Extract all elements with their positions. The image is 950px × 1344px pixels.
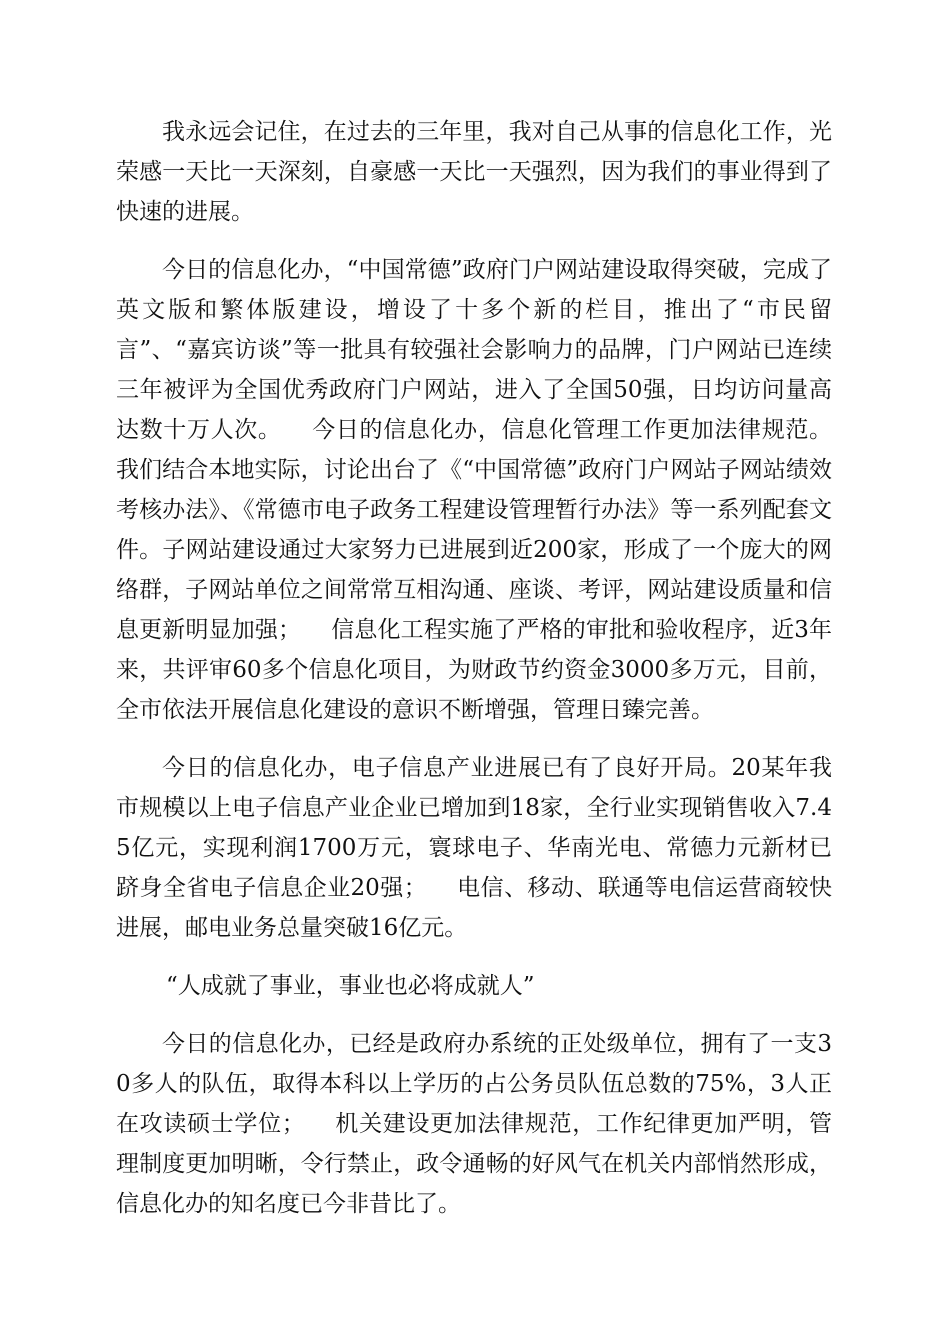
paragraph-text: 今日的信息化办，信息化管理工作更加法律规范。我们结合本地实际，讨论出台了《“中国常德”政府门户网站子网站绩效考核办法》、《常德市电子政务工程建设管理暂行办法》等一系列配套文件。子网站建设通过大家努力已进展到近200家，形成了一个庞大的网络群，子网站单位之间常常互相沟通、座谈、考评，网站建设质量和信息更新明显加强； [116,417,833,643]
paragraph [116,112,832,232]
paragraph-text: 今日的信息化办，已经是政府办系统的正处级单位，拥有了一支30多人的队伍，取得本科以上学历的占公务员队伍总数的75%，3人正在攻读硕士学位； [116,1031,832,1137]
paragraph [116,250,832,730]
paragraph-text: 我永远会记住，在过去的三年里，我对自己从事的信息化工作，光荣感一天比一天深刻，自豪感一天比一天强烈，因为我们的事业得到了快速的进展。 [116,119,832,225]
paragraph [116,748,832,948]
quote-text: “人成就了事业，事业也必将成就人” [166,973,535,999]
paragraph-text: 电信、移动、联通等电信运营商较快进展，邮电业务总量突破16亿元。 [116,875,832,941]
quote-line [116,966,832,1006]
document-body [116,112,832,1242]
paragraph-text: 机关建设更加法律规范，工作纪律更加严明，管理制度更加明晰，令行禁止，政令通畅的好风气在机关内部悄然形成，信息化办的知名度已今非昔比了。 [116,1111,833,1217]
paragraph-text: 今日的信息化办，电子信息产业进展已有了良好开局。20某年我市规模以上电子信息产业企业已增加到18家，全行业实现销售收入7.45亿元，实现利润1700万元，寰球电子、华南光电、常德力元新材已跻身全省电子信息企业20强； [116,755,832,901]
paragraph-text: 信息化工程实施了严格的审批和验收程序，近3年来，共评审60多个信息化项目，为财政节约资金3000多万元，目前，全市依法开展信息化建设的意识不断增强，管理日臻完善。 [116,617,833,723]
paragraph-text: 今日的信息化办，“中国常德”政府门户网站建设取得突破，完成了英文版和繁体版建设，增设了十多个新的栏目，推出了“市民留言”、“嘉宾访谈”等一批具有较强社会影响力的品牌，门户网站已连续三年被评为全国优秀政府门户网站，进入了全国50强，日均访问量高达数十万人次。 [116,257,832,443]
paragraph [116,1024,832,1224]
